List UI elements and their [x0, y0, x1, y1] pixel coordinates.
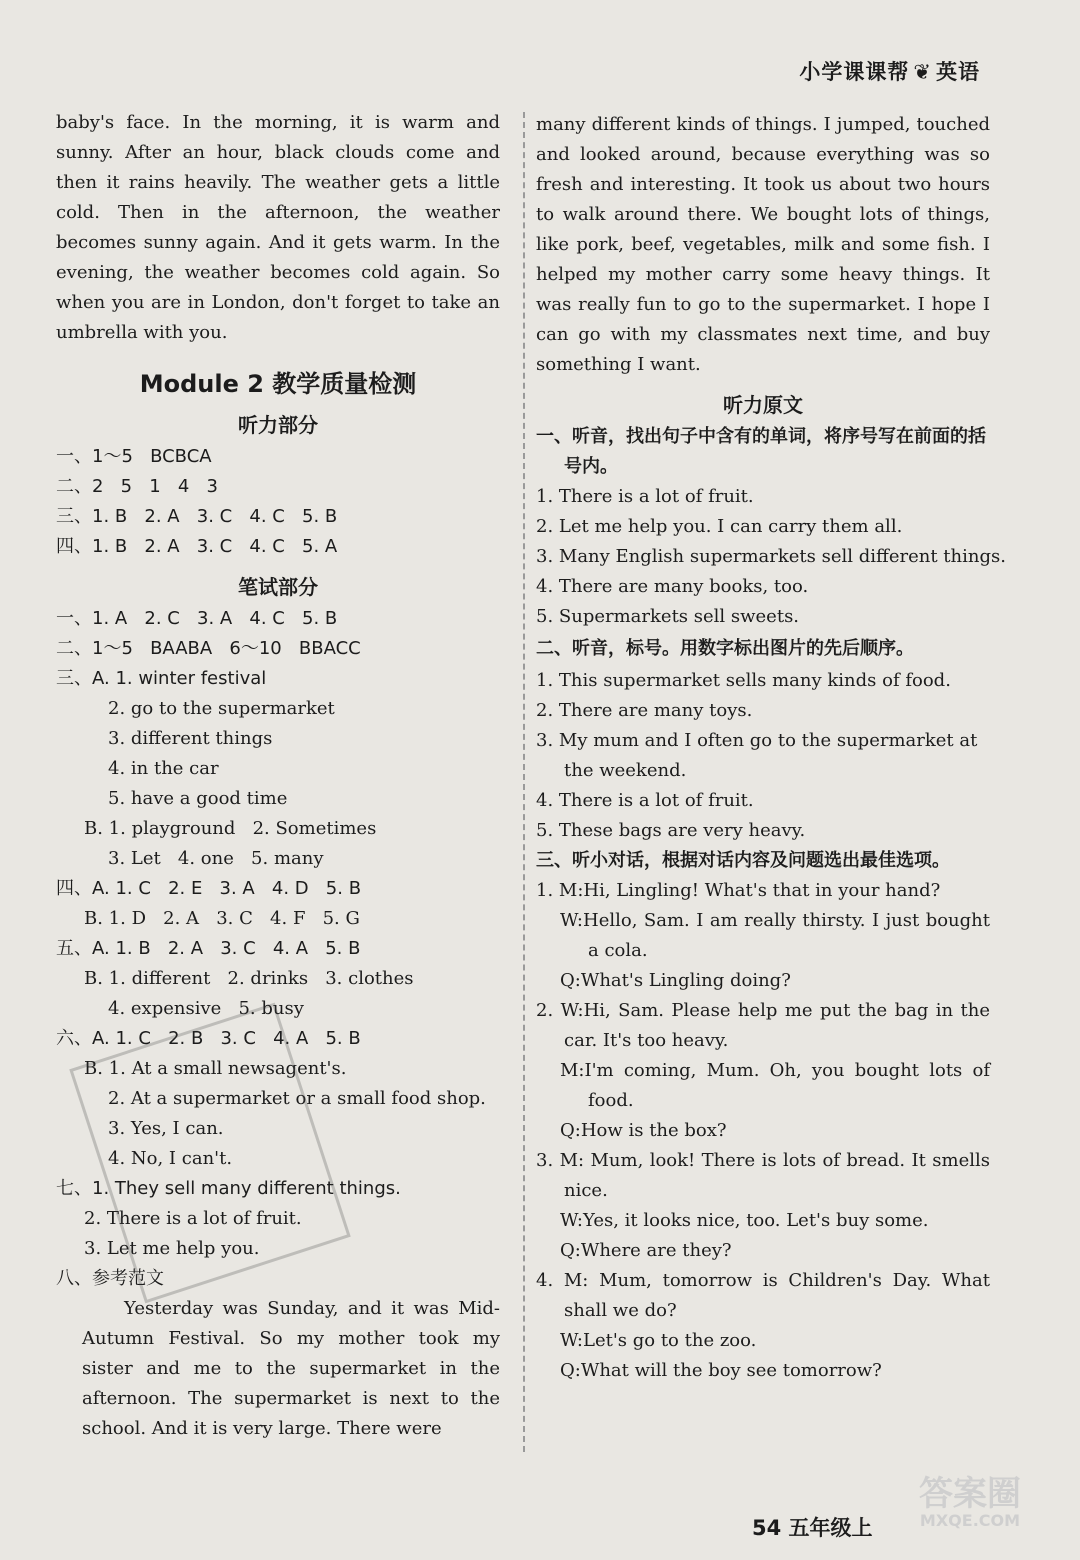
page-number: 54: [752, 1516, 782, 1540]
script-line: 1. This supermarket sells many kinds of food.: [536, 670, 951, 691]
script-part-heading: 二、听音，标号。用数字标出图片的先后顺序。: [536, 638, 914, 659]
answer-line: 4. in the car: [108, 758, 219, 779]
dialogue-line: Q:Where are they?: [560, 1240, 732, 1261]
answer-line: B. 1. different 2. drinks 3. clothes: [84, 968, 414, 989]
answer-line: 五、A. 1. B 2. A 3. C 4. A 5. B: [56, 938, 361, 959]
answer-line: 三、1. B 2. A 3. C 4. C 5. B: [56, 506, 338, 527]
answer-line: 5. have a good time: [108, 788, 288, 809]
answer-line: 3. Yes, I can.: [108, 1118, 224, 1139]
column-divider: [523, 112, 525, 1452]
dialogue-line: 2. W:Hi, Sam. Please help me put the bag in the car. It's too heavy.: [536, 1000, 990, 1051]
series-title: 小学课课帮: [799, 60, 910, 84]
answer-line: B. 1. D 2. A 3. C 4. F 5. G: [84, 908, 360, 929]
dialogue-line: 3. M: Mum, look! There is lots of bread. It smells nice.: [536, 1150, 990, 1201]
watermark-url: MXQE.COM: [919, 1511, 1021, 1530]
watermark-logo: 答案圈: [919, 1474, 1021, 1514]
answer-line: 3. Let 4. one 5. many: [108, 848, 324, 869]
answer-line: 2. At a supermarket or a small food shop.: [108, 1088, 486, 1109]
script-line: 5. These bags are very heavy.: [536, 820, 806, 841]
page-header: [799, 56, 980, 86]
script-line: 4. There are many books, too.: [536, 576, 809, 597]
answer-line: 三、A. 1. winter festival: [56, 668, 267, 689]
script-line: 4. There is a lot of fruit.: [536, 790, 754, 811]
answer-line: 四、A. 1. C 2. E 3. A 4. D 5. B: [56, 878, 362, 899]
essay-heading: 八、参考范文: [56, 1268, 164, 1289]
answer-line: 3. different things: [108, 728, 273, 749]
dialogue-line: 1. M:Hi, Lingling! What's that in your hand?: [536, 880, 941, 901]
dialogue-line: W:Let's go to the zoo.: [560, 1330, 757, 1351]
answer-line: 二、1～5 BAABA 6～10 BBACC: [56, 638, 361, 659]
script-line: 5. Supermarkets sell sweets.: [536, 606, 800, 627]
answer-line: 4. No, I can't.: [108, 1148, 233, 1169]
answer-line: 二、2 5 1 4 3: [56, 476, 218, 497]
right-column: [536, 110, 1006, 1386]
dialogue-line: 4. M: Mum, tomorrow is Children's Day. What shall we do?: [536, 1270, 990, 1321]
writing-section-title: 笔试部分: [238, 575, 318, 599]
dialogue-line: W:Hello, Sam. I am really thirsty. I just bought a cola.: [560, 910, 990, 961]
answer-line: 一、1. A 2. C 3. A 4. C 5. B: [56, 608, 338, 629]
script-part-heading: 三、听小对话，根据对话内容及问题选出最佳选项。: [536, 850, 950, 871]
script-part-heading: 一、听音，找出句子中含有的单词，将序号写在前面的括号内。: [536, 426, 986, 477]
site-watermark: [890, 1476, 1050, 1546]
sample-essay: [56, 1294, 500, 1444]
script-line: 1. There is a lot of fruit.: [536, 486, 754, 507]
script-line: 3. Many English supermarkets sell different things.: [536, 546, 1006, 567]
intro-paragraph: baby's face. In the morning, it is warm and sunny. After an hour, black clouds come and then it rains heavily. The weather gets a little cold. Then in the afternoon, the weather becomes sunny again. And it gets warm. In the evening, the weather becomes cold again. So when you are in London, don't forget to take an umbrella with you.: [56, 112, 500, 343]
answer-line: B. 1. playground 2. Sometimes: [84, 818, 377, 839]
answer-line: 一、1～5 BCBCA: [56, 446, 212, 467]
script-line: 3. My mum and I often go to the supermarket at the weekend.: [536, 730, 978, 781]
dialogue-line: Q:What's Lingling doing?: [560, 970, 791, 991]
grade-label: 五年级上: [788, 1516, 873, 1540]
module-title: Module 2 教学质量检测: [139, 370, 417, 398]
subject-title: 英语: [936, 60, 980, 84]
answer-line: 4. expensive 5. busy: [108, 998, 304, 1019]
answer-line: B. 1. At a small newsagent's.: [84, 1058, 347, 1079]
answer-line: 七、1. They sell many different things.: [56, 1178, 401, 1199]
leaf-logo-icon: ❦: [913, 60, 932, 84]
answer-line: 四、1. B 2. A 3. C 4. C 5. A: [56, 536, 338, 557]
script-line: 2. Let me help you. I can carry them all.: [536, 516, 903, 537]
dialogue-line: Q:What will the boy see tomorrow?: [560, 1360, 882, 1381]
dialogue-line: M:I'm coming, Mum. Oh, you bought lots of food.: [560, 1060, 990, 1111]
essay-paragraph: Yesterday was Sunday, and it was Mid-Autumn Festival. So my mother took my sister and me to the supermarket in the afternoon. The supermarket is next to the school. And it is very large. There were: [82, 1298, 500, 1439]
answer-line: 六、A. 1. C 2. B 3. C 4. A 5. B: [56, 1028, 361, 1049]
answer-line: 2. go to the supermarket: [108, 698, 335, 719]
script-title: 听力原文: [723, 393, 803, 417]
listening-section-title: 听力部分: [238, 413, 318, 437]
page-footer: [752, 1512, 873, 1542]
essay-continuation: many different kinds of things. I jumped, touched and looked around, because everything was so fresh and interesting. It took us about two hours to walk around there. We bought lots of things, like pork, beef, vegetables, milk and some fish. I helped my mother carry some heavy things. It was really fun to go to the supermarket. I hope I can go with my classmates next time, and buy something I want.: [536, 114, 990, 375]
answer-line: 2. There is a lot of fruit.: [84, 1208, 302, 1229]
script-line: 2. There are many toys.: [536, 700, 753, 721]
dialogue-line: Q:How is the box?: [560, 1120, 727, 1141]
dialogue-line: W:Yes, it looks nice, too. Let's buy some.: [560, 1210, 929, 1231]
answer-line: 3. Let me help you.: [84, 1238, 260, 1259]
